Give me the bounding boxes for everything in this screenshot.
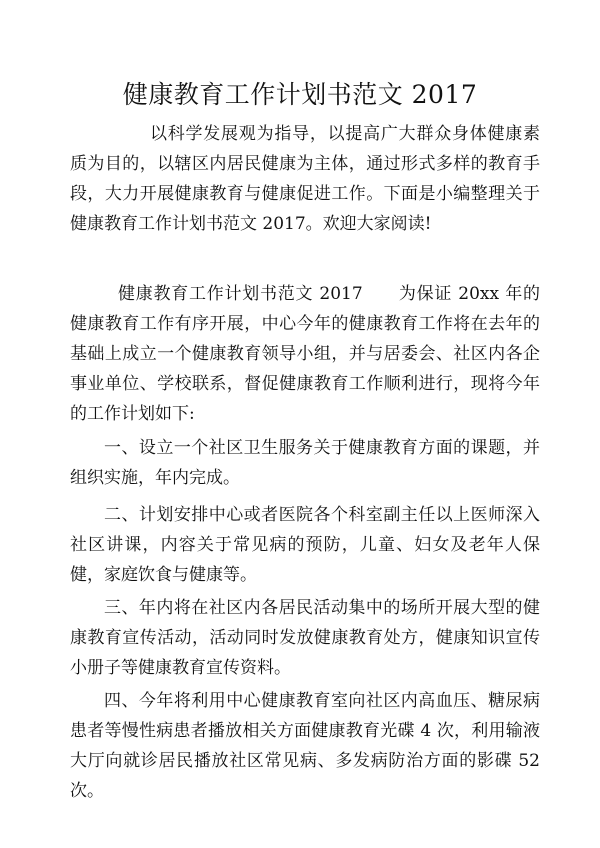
intro-paragraph: 以科学发展观为指导，以提高广大群众身体健康素质为目的，以辖区内居民健康为主体，通过形式多样的教育手段，大力开展健康教育与健康促进工作。下面是小编整理关于健康教育工作计划书范文 2017。欢迎大家阅读! (70, 124, 540, 234)
plan-item-3: 三、年内将在社区内各居民活动集中的场所开展大型的健康教育宣传活动，活动同时发放健康教育处方，健康知识宣传小册子等健康教育宣传资料。 (70, 598, 540, 678)
plan-item-2: 二、计划安排中心或者医院各个科室副主任以上医师深入社区讲课，内容关于常见病的预防，儿童、妇女及老年人保健，家庭饮食与健康等。 (70, 505, 540, 585)
plan-item-4: 四、今年将利用中心健康教育室向社区内高血压、糖尿病患者等慢性病患者播放相关方面健康教育光碟 4 次，利用输液大厅向就诊居民播放社区常见病、多发病防治方面的影碟 52 次。 (70, 691, 540, 801)
plan-item-1: 一、设立一个社区卫生服务关于健康教育方面的课题，并组织实施，年内完成。 (70, 438, 540, 488)
document-title: 健康教育工作计划书范文 2017 (122, 80, 478, 109)
main-paragraph: 健康教育工作计划书范文 2017 为保证 20xx 年的健康教育工作有序开展，中心今年的健康教育工作将在去年的基础上成立一个健康教育领导小组，并与居委会、社区内各企事业单位、学校联系，督促健康教育工作顺利进行，现将今年的工作计划如下: (70, 284, 540, 424)
